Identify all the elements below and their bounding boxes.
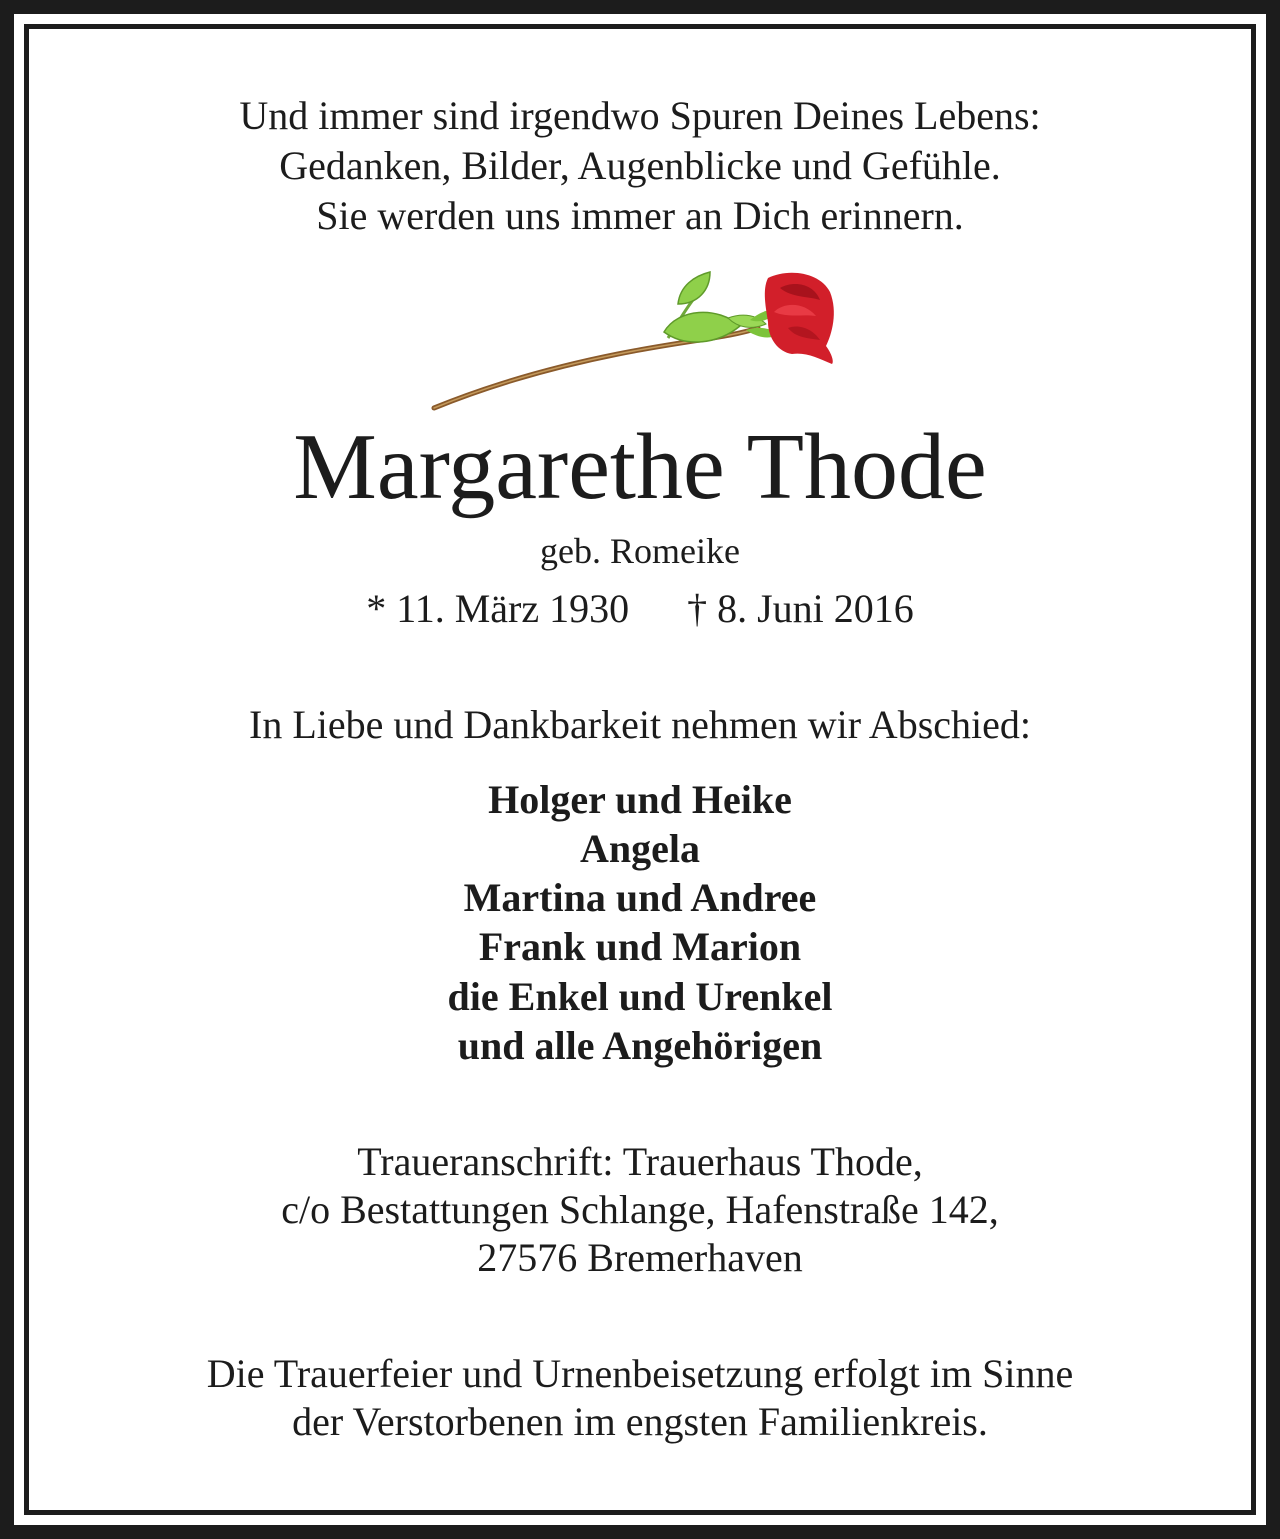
- verse-line: Sie werden uns immer an Dich erinnern.: [316, 193, 964, 238]
- verse-line: Und immer sind irgendwo Spuren Deines Lebens:: [239, 93, 1041, 138]
- mourner-entry: Holger und Heike: [488, 777, 792, 822]
- address-line: Traueranschrift: Trauerhaus Thode,: [357, 1139, 923, 1184]
- red-rose-icon: [428, 268, 840, 416]
- maiden-name: geb. Romeike: [540, 531, 740, 571]
- mourner-entry: Angela: [580, 826, 700, 871]
- verse-line: Gedanken, Bilder, Augenblicke und Gefühle.: [279, 143, 1001, 188]
- address-line: c/o Bestattungen Schlange, Hafenstraße 142,: [281, 1187, 999, 1232]
- deceased-name: Margarethe Thode: [293, 415, 987, 519]
- farewell-text: In Liebe und Dankbarkeit nehmen wir Abschied:: [249, 702, 1031, 747]
- mourner-entry: und alle Angehörigen: [457, 1023, 823, 1068]
- address-line: 27576 Bremerhaven: [477, 1235, 803, 1280]
- mourner-entry: Frank und Marion: [478, 924, 802, 969]
- mourner-entry: die Enkel und Urenkel: [447, 974, 833, 1019]
- mourner-entry: Martina und Andree: [463, 875, 817, 920]
- funeral-note-line: der Verstorbenen im engsten Familienkreis.: [292, 1399, 988, 1444]
- birth-date: * 11. März 1930: [366, 586, 630, 631]
- death-date: † 8. Juni 2016: [687, 586, 914, 631]
- funeral-note-line: Die Trauerfeier und Urnenbeisetzung erfolgt im Sinne: [206, 1351, 1074, 1396]
- life-dates: [0, 584, 1280, 634]
